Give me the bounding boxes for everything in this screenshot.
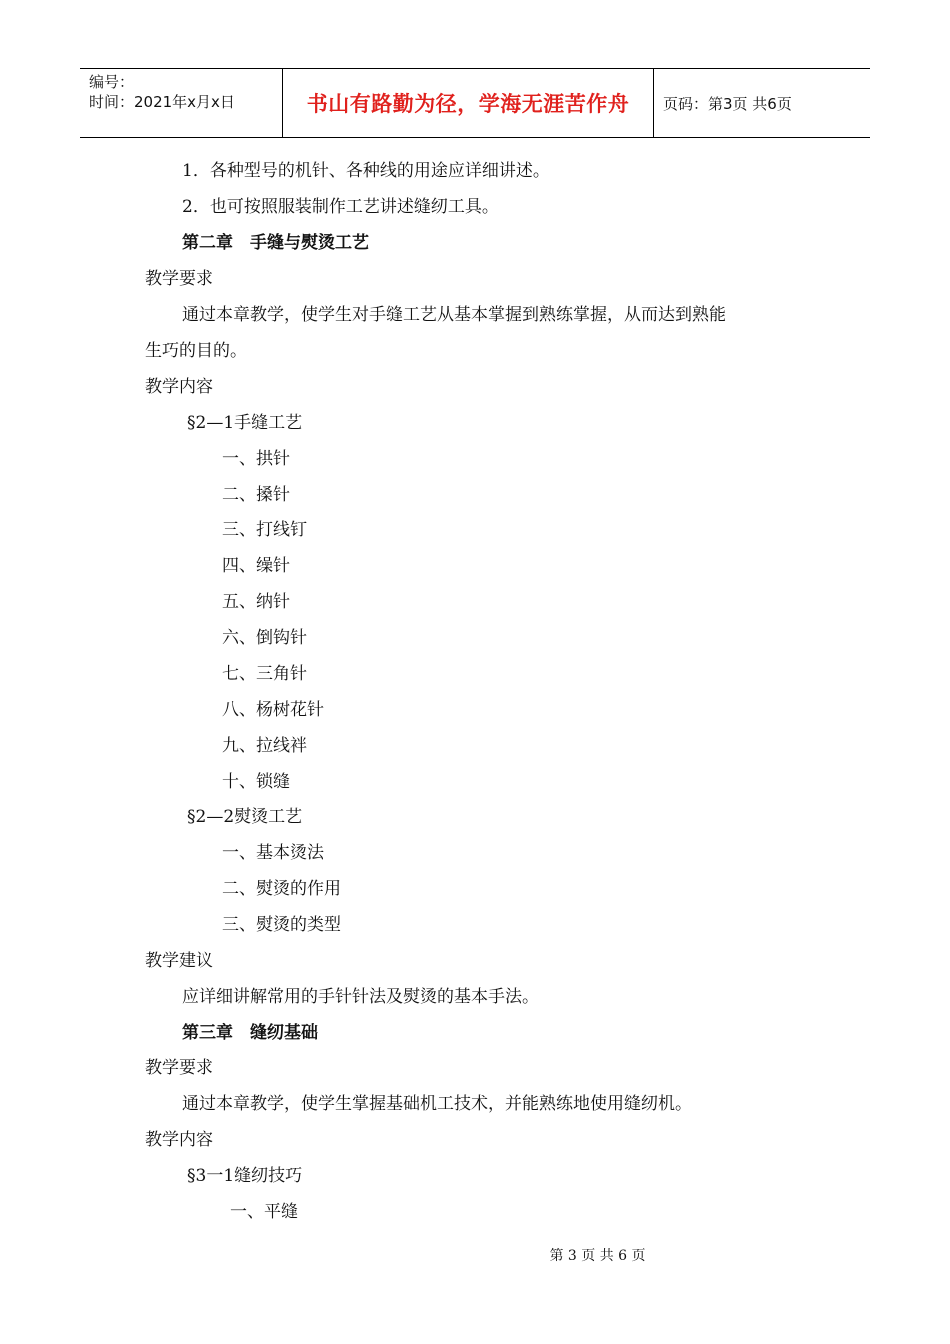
list-item: 二、搡针 [222, 485, 290, 505]
header-motto: 书山有路勤为径，学海无涯苦作舟 [282, 69, 654, 137]
section-label-suggestions: 教学建议 [145, 951, 213, 971]
paragraph-line: 通过本章教学，使学生掌握基础机工技术，并能熟练地使用缝纫机。 [182, 1094, 692, 1114]
list-item: 三、熨烫的类型 [222, 915, 341, 935]
list-item: 一、拱针 [222, 449, 290, 469]
chapter-2-heading: 第二章 手缝与熨烫工艺 [182, 233, 369, 253]
header-meta [80, 69, 282, 137]
paragraph-line: 生巧的目的。 [145, 341, 247, 361]
list-item: 七、三角针 [222, 664, 307, 684]
chapter-3-heading: 第三章 缝纫基础 [182, 1023, 318, 1043]
subsection-heading: §3一1缝纫技巧 [187, 1166, 303, 1186]
subsection-heading: §2—1手缝工艺 [187, 413, 303, 433]
list-item: 一、平缝 [230, 1202, 298, 1222]
list-item: 九、拉线袢 [222, 736, 307, 756]
header-page-info: 页码：第3页 共6页 [663, 94, 792, 113]
paragraph-line: 应详细讲解常用的手针针法及熨烫的基本手法。 [182, 987, 539, 1007]
list-item: 三、打线钉 [222, 520, 307, 540]
paragraph-line: 通过本章教学，使学生对手缝工艺从基本掌握到熟练掌握，从而达到熟能 [182, 305, 726, 325]
subsection-heading: §2—2熨烫工艺 [187, 807, 303, 827]
list-item: 四、缲针 [222, 556, 290, 576]
document-number-label: 编号： [89, 73, 135, 91]
document-date: 时间：2021年x月x日 [89, 93, 235, 111]
page-footer-number: 第 3 页 共 6 页 [549, 1248, 646, 1264]
note-line-2: 2．也可按照服装制作工艺讲述缝纫工具。 [182, 197, 499, 217]
list-item: 六、倒钩针 [222, 628, 307, 648]
list-item: 八、杨树花针 [222, 700, 324, 720]
list-item: 二、熨烫的作用 [222, 879, 341, 899]
section-label-requirements: 教学要求 [145, 269, 213, 289]
page-header [80, 68, 870, 138]
section-label-content: 教学内容 [145, 377, 213, 397]
list-item: 五、纳针 [222, 592, 290, 612]
note-line-1: 1．各种型号的机针、各种线的用途应详细讲述。 [182, 161, 550, 181]
section-label-requirements: 教学要求 [145, 1058, 213, 1078]
list-item: 十、锁缝 [222, 772, 290, 792]
list-item: 一、基本烫法 [222, 843, 324, 863]
section-label-content: 教学内容 [145, 1130, 213, 1150]
